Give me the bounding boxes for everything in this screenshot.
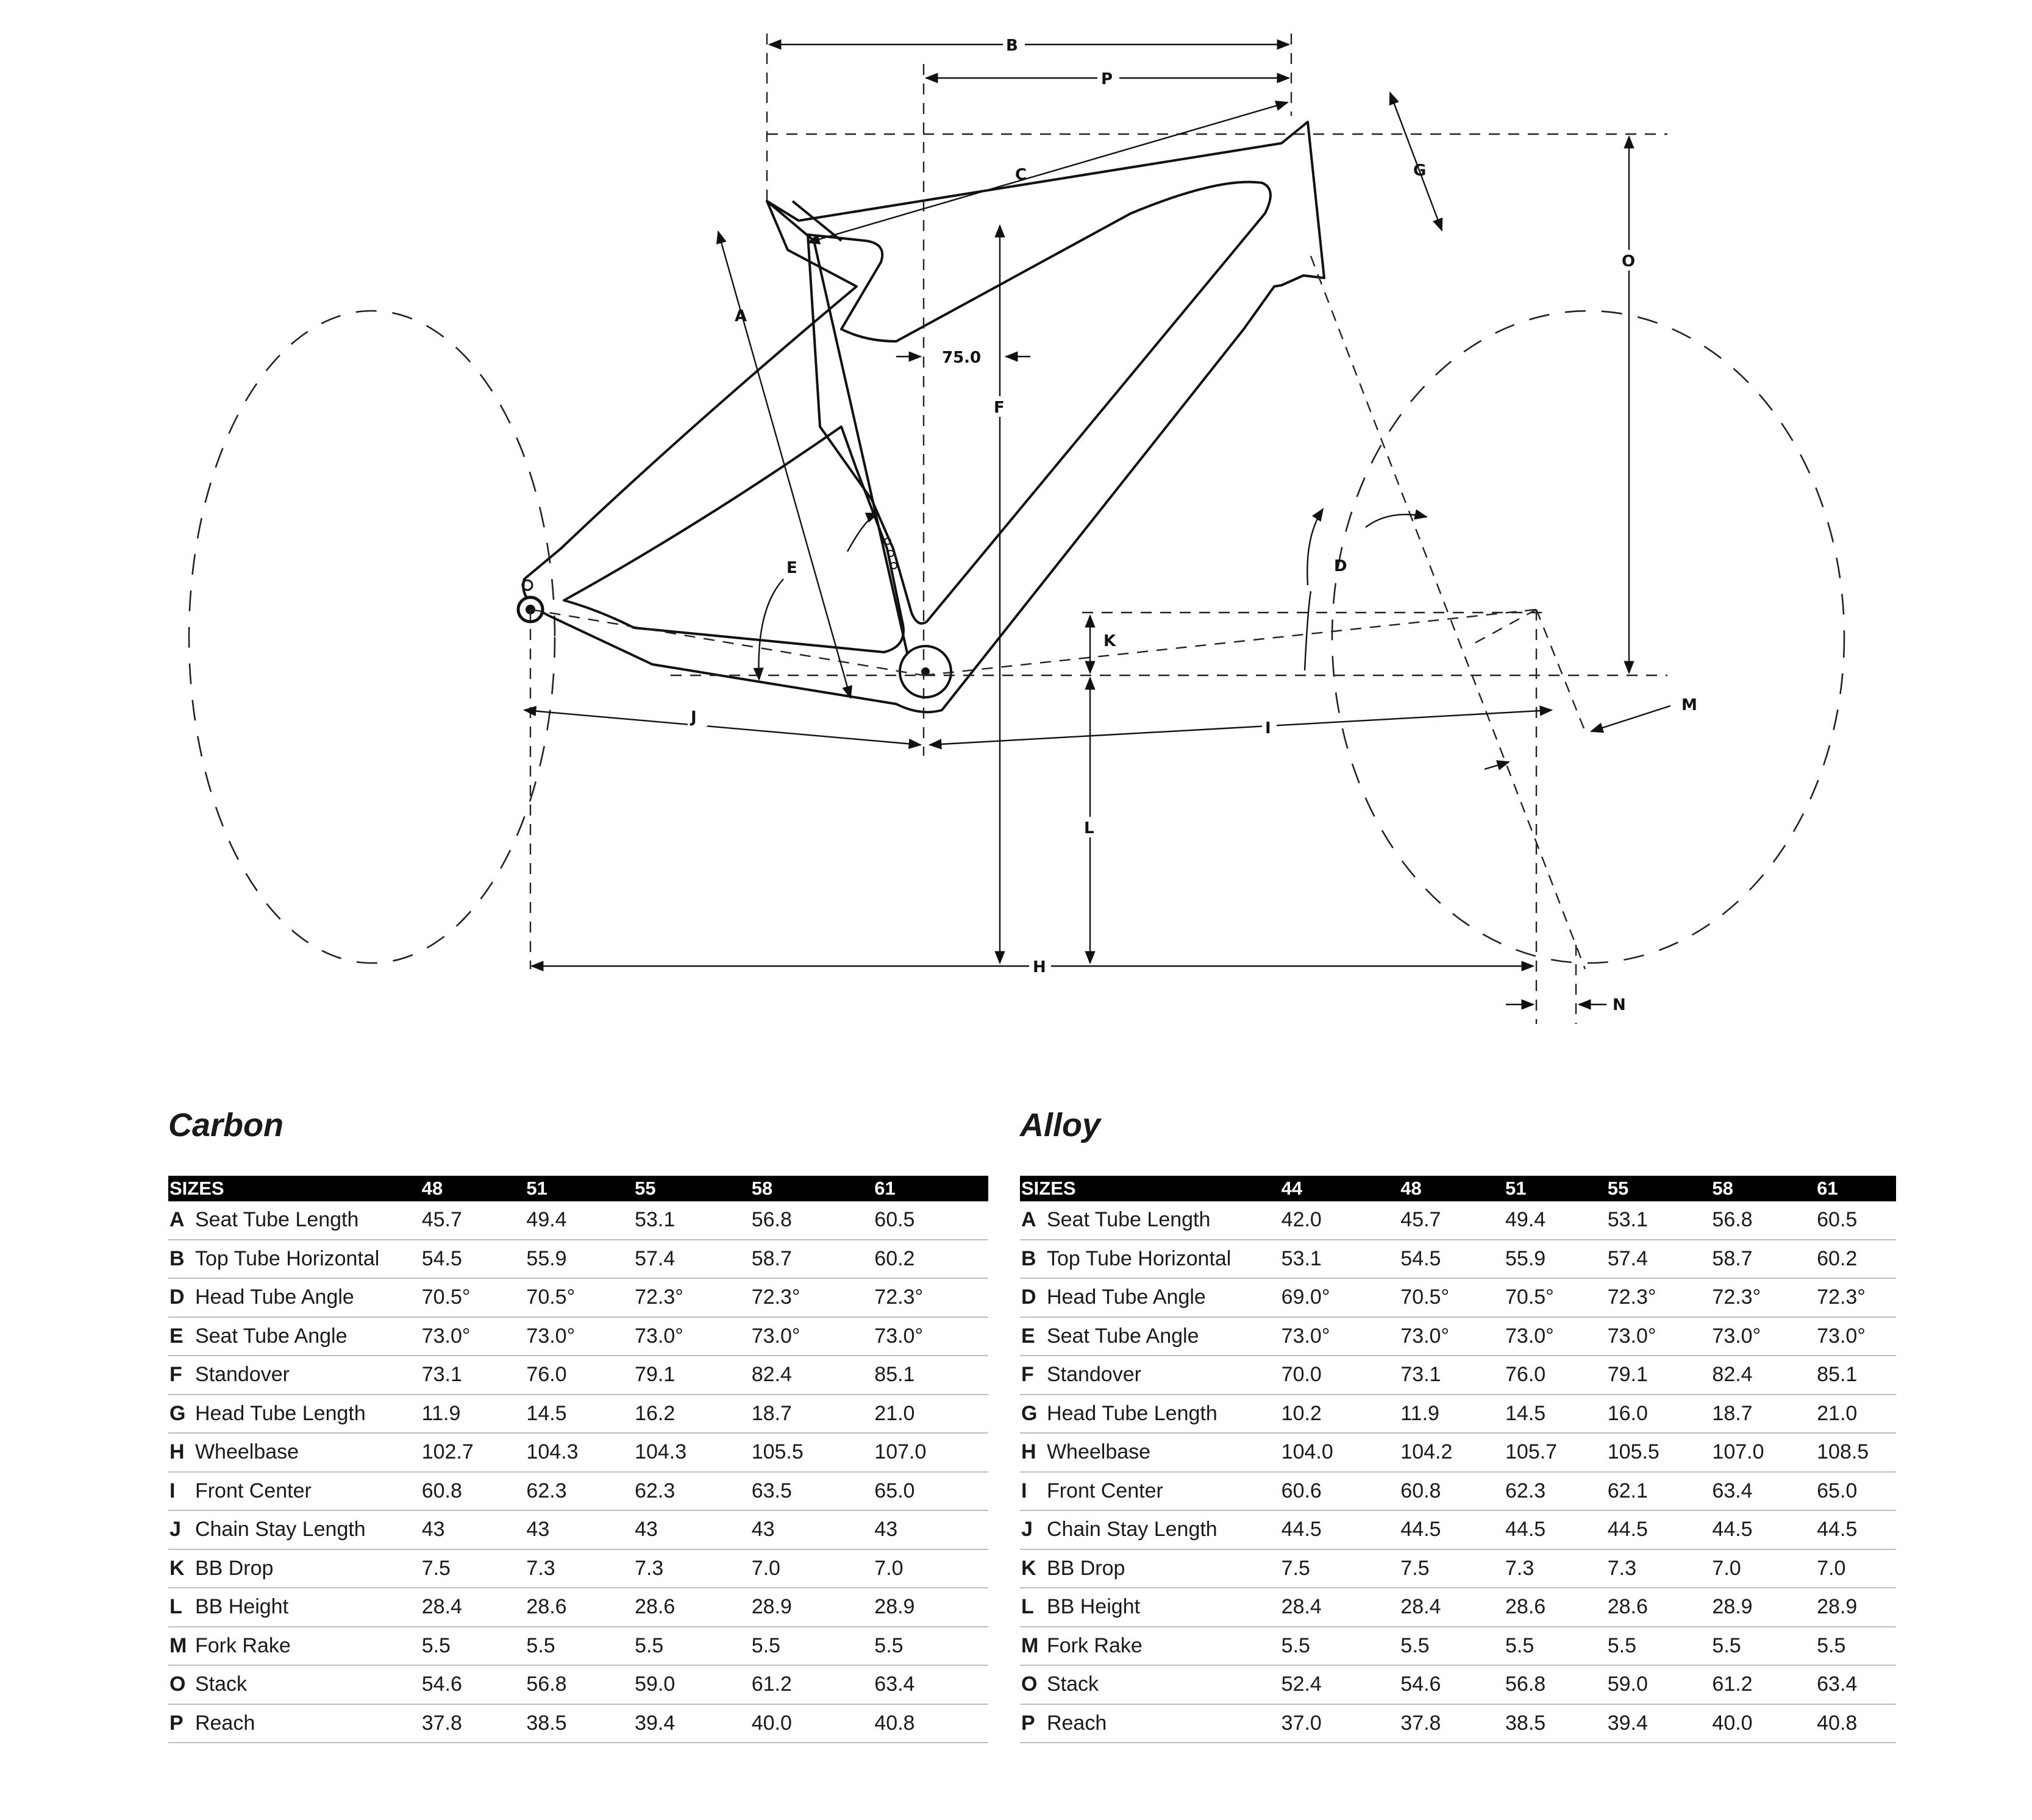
row-value: 72.3°	[633, 1278, 750, 1317]
row-value: 62.3	[633, 1472, 750, 1511]
row-letter: F	[1020, 1356, 1046, 1395]
row-letter: D	[1020, 1278, 1046, 1317]
table-row	[1020, 1240, 1896, 1279]
dimension-lines	[524, 44, 1670, 1004]
row-value: 21.0	[873, 1395, 988, 1434]
row-value: 104.3	[525, 1433, 633, 1472]
table-row	[1020, 1510, 1896, 1549]
table-row	[168, 1240, 988, 1279]
row-value: 38.5	[525, 1704, 633, 1743]
row-value: 56.8	[525, 1665, 633, 1704]
row-measurement-name: Head Tube Length	[194, 1395, 421, 1434]
label-N: N	[1613, 996, 1626, 1014]
row-value: 44.5	[1816, 1510, 1896, 1549]
row-value: 60.8	[1399, 1472, 1504, 1511]
front-wheel	[1332, 311, 1844, 963]
row-value: 44.5	[1399, 1510, 1504, 1549]
row-value: 60.5	[873, 1201, 988, 1240]
row-measurement-name: Standover	[1046, 1356, 1280, 1395]
table-row	[1020, 1317, 1896, 1356]
label-P: P	[1101, 70, 1113, 88]
sizes-header: SIZES	[1020, 1176, 1280, 1201]
row-value: 5.5	[873, 1627, 988, 1666]
row-letter: L	[168, 1588, 194, 1627]
row-value: 43	[421, 1510, 526, 1549]
row-value: 49.4	[525, 1201, 633, 1240]
size-header: 61	[873, 1176, 988, 1201]
table-row	[168, 1510, 988, 1549]
sizes-header: SIZES	[168, 1176, 421, 1201]
row-value: 53.1	[633, 1201, 750, 1240]
row-letter: P	[1020, 1704, 1046, 1743]
row-measurement-name: Top Tube Horizontal	[194, 1240, 421, 1279]
row-letter: H	[168, 1433, 194, 1472]
row-letter: F	[168, 1356, 194, 1395]
row-value: 7.5	[421, 1549, 526, 1588]
row-value: 85.1	[1816, 1356, 1896, 1395]
row-measurement-name: Top Tube Horizontal	[1046, 1240, 1280, 1279]
table-row	[1020, 1665, 1896, 1704]
row-value: 65.0	[873, 1472, 988, 1511]
table-row	[168, 1395, 988, 1434]
size-header: 61	[1816, 1176, 1896, 1201]
row-letter: M	[1020, 1627, 1046, 1666]
row-value: 5.5	[1816, 1627, 1896, 1666]
table-row	[168, 1588, 988, 1627]
table-header-row	[1020, 1176, 1896, 1201]
row-value: 28.9	[750, 1588, 874, 1627]
size-header: 58	[1711, 1176, 1816, 1201]
row-value: 57.4	[1606, 1240, 1711, 1279]
row-measurement-name: Head Tube Length	[1046, 1395, 1280, 1434]
row-letter: P	[168, 1704, 194, 1743]
row-value: 44.5	[1711, 1510, 1816, 1549]
row-value: 39.4	[633, 1704, 750, 1743]
table-row	[1020, 1472, 1896, 1511]
row-value: 7.5	[1280, 1549, 1400, 1588]
row-value: 56.8	[750, 1201, 874, 1240]
row-value: 43	[873, 1510, 988, 1549]
row-value: 5.5	[750, 1627, 874, 1666]
label-angle-75: 75.0	[942, 349, 982, 367]
row-value: 61.2	[1711, 1665, 1816, 1704]
row-value: 28.4	[421, 1588, 526, 1627]
row-value: 44.5	[1504, 1510, 1606, 1549]
row-value: 104.2	[1399, 1433, 1504, 1472]
row-value: 73.0°	[1711, 1317, 1816, 1356]
table-row	[168, 1317, 988, 1356]
table-row	[1020, 1356, 1896, 1395]
row-value: 40.0	[750, 1704, 874, 1743]
row-value: 7.0	[1816, 1549, 1896, 1588]
size-header: 48	[421, 1176, 526, 1201]
carbon-geometry-table	[168, 1176, 988, 1743]
row-value: 53.1	[1280, 1240, 1400, 1279]
row-value: 60.2	[873, 1240, 988, 1279]
row-letter: A	[1020, 1201, 1046, 1240]
row-value: 42.0	[1280, 1201, 1400, 1240]
row-value: 7.0	[873, 1549, 988, 1588]
row-value: 60.6	[1280, 1472, 1400, 1511]
row-value: 44.5	[1606, 1510, 1711, 1549]
row-value: 54.6	[1399, 1665, 1504, 1704]
label-F: F	[994, 399, 1005, 417]
label-J: J	[691, 708, 697, 727]
row-value: 73.0°	[1399, 1317, 1504, 1356]
row-value: 28.4	[1399, 1588, 1504, 1627]
row-letter: K	[1020, 1549, 1046, 1588]
row-measurement-name: Reach	[194, 1704, 421, 1743]
row-value: 44.5	[1280, 1510, 1400, 1549]
row-value: 70.5°	[421, 1278, 526, 1317]
row-value: 58.7	[1711, 1240, 1816, 1279]
row-value: 73.0°	[1816, 1317, 1896, 1356]
row-measurement-name: Seat Tube Angle	[194, 1317, 421, 1356]
row-value: 43	[633, 1510, 750, 1549]
row-value: 40.0	[1711, 1704, 1816, 1743]
row-letter: G	[168, 1395, 194, 1434]
size-header: 44	[1280, 1176, 1400, 1201]
table-row	[1020, 1588, 1896, 1627]
row-value: 104.3	[633, 1433, 750, 1472]
row-value: 108.5	[1816, 1433, 1896, 1472]
row-value: 69.0°	[1280, 1278, 1400, 1317]
row-value: 11.9	[1399, 1395, 1504, 1434]
row-letter: I	[168, 1472, 194, 1511]
row-value: 28.9	[873, 1588, 988, 1627]
row-value: 73.0°	[873, 1317, 988, 1356]
row-measurement-name: Head Tube Angle	[1046, 1278, 1280, 1317]
row-letter: E	[168, 1317, 194, 1356]
row-value: 43	[750, 1510, 874, 1549]
row-value: 37.0	[1280, 1704, 1400, 1743]
row-measurement-name: Chain Stay Length	[1046, 1510, 1280, 1549]
row-value: 14.5	[1504, 1395, 1606, 1434]
row-value: 40.8	[873, 1704, 988, 1743]
label-E: E	[786, 559, 797, 577]
table-row	[168, 1201, 988, 1240]
size-header: 55	[1606, 1176, 1711, 1201]
row-value: 5.5	[1606, 1627, 1711, 1666]
row-value: 54.6	[421, 1665, 526, 1704]
row-value: 5.5	[1504, 1627, 1606, 1666]
dimension-labels	[688, 35, 1697, 1014]
row-value: 70.0	[1280, 1356, 1400, 1395]
row-value: 63.4	[1816, 1665, 1896, 1704]
row-value: 28.9	[1711, 1588, 1816, 1627]
row-value: 62.3	[1504, 1472, 1606, 1511]
row-value: 61.2	[750, 1665, 874, 1704]
row-value: 7.0	[750, 1549, 874, 1588]
row-value: 57.4	[633, 1240, 750, 1279]
row-letter: K	[168, 1549, 194, 1588]
row-value: 72.3°	[1711, 1278, 1816, 1317]
row-value: 54.5	[1399, 1240, 1504, 1279]
row-value: 5.5	[1280, 1627, 1400, 1666]
row-value: 37.8	[421, 1704, 526, 1743]
row-value: 76.0	[525, 1356, 633, 1395]
row-value: 72.3°	[750, 1278, 874, 1317]
row-value: 73.1	[1399, 1356, 1504, 1395]
alloy-geometry-table	[1020, 1176, 1896, 1743]
row-measurement-name: Wheelbase	[194, 1433, 421, 1472]
row-value: 18.7	[1711, 1395, 1816, 1434]
carbon-geometry-section	[168, 1106, 988, 1743]
label-A: A	[735, 307, 747, 325]
row-letter: D	[168, 1278, 194, 1317]
size-header: 55	[633, 1176, 750, 1201]
row-value: 45.7	[421, 1201, 526, 1240]
row-value: 49.4	[1504, 1201, 1606, 1240]
row-value: 60.8	[421, 1472, 526, 1511]
table-row	[168, 1356, 988, 1395]
row-value: 70.5°	[1504, 1278, 1606, 1317]
reference-lines	[530, 34, 1667, 1024]
label-D: D	[1334, 557, 1347, 575]
row-value: 56.8	[1711, 1201, 1816, 1240]
row-value: 28.4	[1280, 1588, 1400, 1627]
label-M: M	[1681, 696, 1697, 714]
table-row	[168, 1704, 988, 1743]
row-value: 72.3°	[873, 1278, 988, 1317]
row-value: 59.0	[1606, 1665, 1711, 1704]
row-value: 79.1	[633, 1356, 750, 1395]
row-value: 14.5	[525, 1395, 633, 1434]
row-value: 53.1	[1606, 1201, 1711, 1240]
row-measurement-name: Stack	[1046, 1665, 1280, 1704]
row-value: 85.1	[873, 1356, 988, 1395]
row-value: 18.7	[750, 1395, 874, 1434]
row-value: 82.4	[1711, 1356, 1816, 1395]
row-value: 102.7	[421, 1433, 526, 1472]
row-value: 52.4	[1280, 1665, 1400, 1704]
row-measurement-name: BB Height	[194, 1588, 421, 1627]
row-value: 43	[525, 1510, 633, 1549]
row-value: 105.5	[1606, 1433, 1711, 1472]
row-value: 72.3°	[1606, 1278, 1711, 1317]
row-value: 62.1	[1606, 1472, 1711, 1511]
row-value: 55.9	[1504, 1240, 1606, 1279]
row-value: 73.0°	[1606, 1317, 1711, 1356]
row-letter: J	[168, 1510, 194, 1549]
table-row	[1020, 1201, 1896, 1240]
row-value: 60.5	[1816, 1201, 1896, 1240]
row-measurement-name: Front Center	[194, 1472, 421, 1511]
table-row	[1020, 1433, 1896, 1472]
row-letter: B	[1020, 1240, 1046, 1279]
row-value: 7.3	[1504, 1549, 1606, 1588]
row-value: 5.5	[1399, 1627, 1504, 1666]
row-value: 10.2	[1280, 1395, 1400, 1434]
row-value: 39.4	[1606, 1704, 1711, 1743]
row-value: 21.0	[1816, 1395, 1896, 1434]
row-value: 5.5	[525, 1627, 633, 1666]
row-measurement-name: BB Drop	[194, 1549, 421, 1588]
row-value: 40.8	[1816, 1704, 1896, 1743]
row-value: 59.0	[633, 1665, 750, 1704]
row-value: 73.0°	[1280, 1317, 1400, 1356]
row-value: 62.3	[525, 1472, 633, 1511]
row-value: 7.3	[633, 1549, 750, 1588]
carbon-title: Carbon	[168, 1107, 283, 1143]
row-value: 28.6	[633, 1588, 750, 1627]
row-value: 105.7	[1504, 1433, 1606, 1472]
table-row	[1020, 1395, 1896, 1434]
row-value: 63.4	[1711, 1472, 1816, 1511]
row-letter: A	[168, 1201, 194, 1240]
row-letter: O	[1020, 1665, 1046, 1704]
table-row	[168, 1472, 988, 1511]
row-letter: E	[1020, 1317, 1046, 1356]
row-letter: O	[168, 1665, 194, 1704]
row-value: 7.0	[1711, 1549, 1816, 1588]
row-measurement-name: Front Center	[1046, 1472, 1280, 1511]
label-O: O	[1622, 252, 1636, 271]
row-measurement-name: Stack	[194, 1665, 421, 1704]
row-value: 7.3	[1606, 1549, 1711, 1588]
label-K: K	[1103, 632, 1116, 650]
table-header-row	[168, 1176, 988, 1201]
label-C: C	[1015, 166, 1027, 184]
row-value: 73.0°	[633, 1317, 750, 1356]
row-value: 70.5°	[1399, 1278, 1504, 1317]
row-value: 63.4	[873, 1665, 988, 1704]
row-measurement-name: Fork Rake	[1046, 1627, 1280, 1666]
table-row	[168, 1665, 988, 1704]
row-value: 72.3°	[1816, 1278, 1896, 1317]
row-measurement-name: BB Height	[1046, 1588, 1280, 1627]
row-measurement-name: Standover	[194, 1356, 421, 1395]
row-value: 107.0	[1711, 1433, 1816, 1472]
row-value: 54.5	[421, 1240, 526, 1279]
alloy-geometry-section	[1020, 1106, 1896, 1743]
row-value: 37.8	[1399, 1704, 1504, 1743]
row-value: 76.0	[1504, 1356, 1606, 1395]
table-row	[168, 1627, 988, 1666]
table-row	[1020, 1549, 1896, 1588]
label-G: G	[1413, 162, 1427, 180]
row-value: 107.0	[873, 1433, 988, 1472]
row-value: 73.0°	[750, 1317, 874, 1356]
row-letter: L	[1020, 1588, 1046, 1627]
row-letter: M	[168, 1627, 194, 1666]
row-value: 63.5	[750, 1472, 874, 1511]
row-value: 65.0	[1816, 1472, 1896, 1511]
row-value: 105.5	[750, 1433, 874, 1472]
row-measurement-name: Fork Rake	[194, 1627, 421, 1666]
row-value: 5.5	[633, 1627, 750, 1666]
row-value: 28.6	[525, 1588, 633, 1627]
table-row	[1020, 1704, 1896, 1743]
row-value: 5.5	[421, 1627, 526, 1666]
row-value: 28.6	[1504, 1588, 1606, 1627]
row-value: 73.0°	[1504, 1317, 1606, 1356]
row-value: 28.6	[1606, 1588, 1711, 1627]
row-measurement-name: Seat Tube Angle	[1046, 1317, 1280, 1356]
row-value: 55.9	[525, 1240, 633, 1279]
row-value: 58.7	[750, 1240, 874, 1279]
alloy-title: Alloy	[1020, 1107, 1101, 1143]
row-value: 16.0	[1606, 1395, 1711, 1434]
row-value: 73.0°	[525, 1317, 633, 1356]
bike-frame	[518, 122, 1324, 712]
size-header: 51	[525, 1176, 633, 1201]
row-letter: I	[1020, 1472, 1046, 1511]
row-letter: G	[1020, 1395, 1046, 1434]
row-measurement-name: Reach	[1046, 1704, 1280, 1743]
row-value: 5.5	[1711, 1627, 1816, 1666]
row-value: 73.0°	[421, 1317, 526, 1356]
label-H: H	[1033, 958, 1046, 976]
row-value: 11.9	[421, 1395, 526, 1434]
row-value: 56.8	[1504, 1665, 1606, 1704]
size-header: 51	[1504, 1176, 1606, 1201]
size-header: 58	[750, 1176, 874, 1201]
row-measurement-name: Seat Tube Length	[1046, 1201, 1280, 1240]
row-value: 82.4	[750, 1356, 874, 1395]
table-row	[1020, 1278, 1896, 1317]
row-letter: J	[1020, 1510, 1046, 1549]
row-value: 79.1	[1606, 1356, 1711, 1395]
row-value: 7.3	[525, 1549, 633, 1588]
table-row	[168, 1549, 988, 1588]
row-value: 45.7	[1399, 1201, 1504, 1240]
label-I: I	[1265, 719, 1271, 738]
table-row	[168, 1278, 988, 1317]
row-value: 70.5°	[525, 1278, 633, 1317]
row-value: 38.5	[1504, 1704, 1606, 1743]
row-letter: H	[1020, 1433, 1046, 1472]
row-measurement-name: Seat Tube Length	[194, 1201, 421, 1240]
table-row	[168, 1433, 988, 1472]
row-value: 73.1	[421, 1356, 526, 1395]
size-header: 48	[1399, 1176, 1504, 1201]
table-row	[1020, 1627, 1896, 1666]
label-B: B	[1006, 37, 1018, 55]
row-measurement-name: BB Drop	[1046, 1549, 1280, 1588]
row-value: 28.9	[1816, 1588, 1896, 1627]
row-value: 60.2	[1816, 1240, 1896, 1279]
rear-wheel	[189, 311, 555, 963]
row-measurement-name: Head Tube Angle	[194, 1278, 421, 1317]
row-letter: B	[168, 1240, 194, 1279]
label-L: L	[1084, 819, 1094, 837]
row-value: 7.5	[1399, 1549, 1504, 1588]
row-value: 104.0	[1280, 1433, 1400, 1472]
row-value: 16.2	[633, 1395, 750, 1434]
row-measurement-name: Wheelbase	[1046, 1433, 1280, 1472]
row-measurement-name: Chain Stay Length	[194, 1510, 421, 1549]
